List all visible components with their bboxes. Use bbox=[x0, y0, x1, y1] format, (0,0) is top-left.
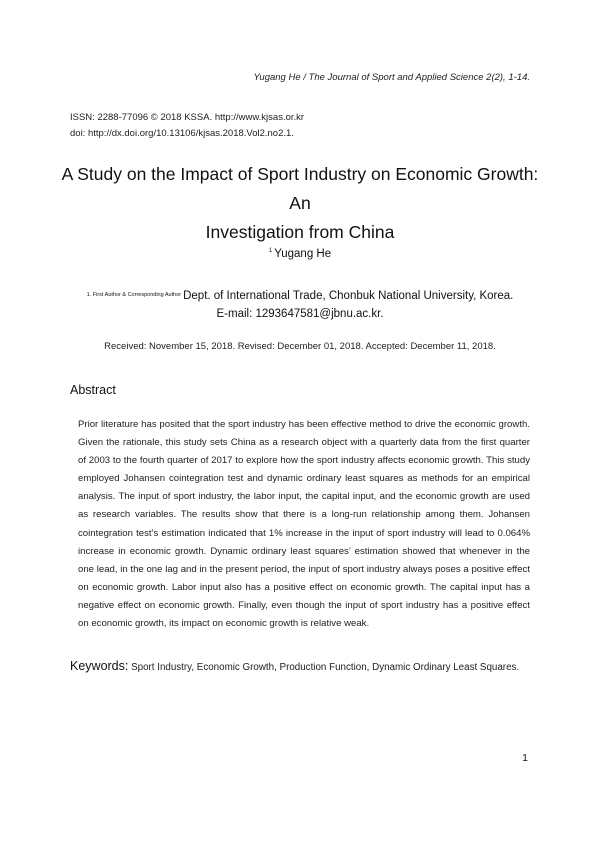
running-head: Yugang He / The Journal of Sport and Applied Science 2(2), 1-14. bbox=[253, 72, 530, 83]
author-marker: 1 bbox=[268, 248, 273, 254]
title-line-1: A Study on the Impact of Sport Industry on Economic Growth: An bbox=[61, 164, 539, 213]
abstract-heading: Abstract bbox=[70, 383, 116, 397]
issn-line: ISSN: 2288-77096 © 2018 KSSA. http://www.kjsas.or.kr bbox=[70, 112, 305, 123]
author-note: 1. First Author & Corresponding Author bbox=[86, 292, 182, 298]
author-email: E-mail: 1293647581@jbnu.ac.kr. bbox=[216, 308, 384, 320]
paper-title bbox=[60, 160, 540, 247]
author-name: Yugang He bbox=[274, 248, 332, 260]
author-line bbox=[0, 248, 600, 260]
affiliation bbox=[0, 286, 600, 323]
doi-line: doi: http://dx.doi.org/10.13106/kjsas.2018.Vol2.no2.1. bbox=[70, 128, 294, 139]
abstract-body: Prior literature has posited that the sport industry has been effective method to drive the economic growth. Given the rationale, this study sets China as a research object with a quarterly data from the first quarter of 2003 to the fourth quarter of 2017 to explore how the sport industry affects economic growth. This study employed Johansen cointegration test and dynamic ordinary least squares as methods for an empirical analysis. The input of sport industry, the labor input, the capital input, and the economic growth are used as research variables. The results show that there is a long-run relationship among them. Johansen cointegration test’s estimation indicated that 1% increase in the input of sport industry will lead to 0.064% increase in economic growth. Dynamic ordinary least squares’ estimation showed that whenever in the one lead, in the one lag and in the present period, the input of sport industry always poses a positive effect on economic growth. Labor input also has a positive effect on economic growth. The capital input has a negative effect on economic growth. Finally, even though the input of sport industry has a positive effect on economic growth, its impact on economic growth is relative weak. bbox=[78, 419, 530, 630]
page-number: 1 bbox=[522, 752, 528, 764]
keywords-line bbox=[70, 659, 519, 673]
received-dates: Received: November 15, 2018. Revised: December 01, 2018. Accepted: December 11, 2018. bbox=[104, 341, 496, 352]
keywords-text: Sport Industry, Economic Growth, Production Function, Dynamic Ordinary Least Squares. bbox=[128, 662, 520, 673]
affiliation-dept: Dept. of International Trade, Chonbuk National University, Korea. bbox=[183, 290, 514, 302]
keywords-label: Keywords: bbox=[70, 659, 129, 673]
title-line-2: Investigation from China bbox=[205, 222, 395, 242]
